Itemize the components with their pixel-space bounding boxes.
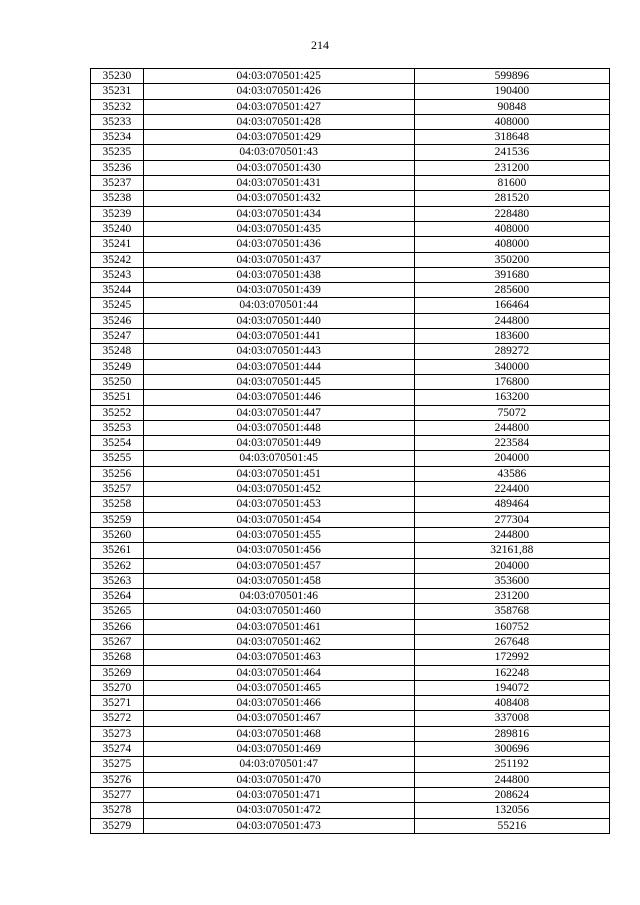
- table-row: [91, 130, 610, 145]
- value-cell: 163200: [414, 390, 609, 405]
- row-number-cell: 35260: [91, 527, 144, 542]
- value-cell: 244800: [414, 313, 609, 328]
- cadastral-number-cell: 04:03:070501:469: [143, 742, 414, 757]
- cadastral-number-cell: 04:03:070501:454: [143, 512, 414, 527]
- row-number-cell: 35243: [91, 267, 144, 282]
- value-cell: 289272: [414, 344, 609, 359]
- table-row: [91, 787, 610, 802]
- table-row: [91, 313, 610, 328]
- cadastral-number-cell: 04:03:070501:462: [143, 634, 414, 649]
- registry-table: [90, 68, 610, 834]
- cadastral-number-cell: 04:03:070501:439: [143, 283, 414, 298]
- row-number-cell: 35250: [91, 374, 144, 389]
- cadastral-number-cell: 04:03:070501:464: [143, 665, 414, 680]
- value-cell: 340000: [414, 359, 609, 374]
- row-number-cell: 35276: [91, 772, 144, 787]
- value-cell: 599896: [414, 69, 609, 84]
- table-row: [91, 99, 610, 114]
- row-number-cell: 35246: [91, 313, 144, 328]
- row-number-cell: 35244: [91, 283, 144, 298]
- row-number-cell: 35233: [91, 114, 144, 129]
- table-row: [91, 359, 610, 374]
- table-row: [91, 84, 610, 99]
- cadastral-number-cell: 04:03:070501:460: [143, 604, 414, 619]
- table-row: [91, 742, 610, 757]
- row-number-cell: 35257: [91, 482, 144, 497]
- cadastral-number-cell: 04:03:070501:441: [143, 329, 414, 344]
- row-number-cell: 35278: [91, 803, 144, 818]
- table-row: [91, 344, 610, 359]
- cadastral-number-cell: 04:03:070501:456: [143, 543, 414, 558]
- value-cell: 183600: [414, 329, 609, 344]
- cadastral-number-cell: 04:03:070501:455: [143, 527, 414, 542]
- value-cell: 251192: [414, 757, 609, 772]
- table-row: [91, 757, 610, 772]
- value-cell: 176800: [414, 374, 609, 389]
- row-number-cell: 35277: [91, 787, 144, 802]
- cadastral-number-cell: 04:03:070501:447: [143, 405, 414, 420]
- row-number-cell: 35251: [91, 390, 144, 405]
- value-cell: 408000: [414, 114, 609, 129]
- row-number-cell: 35267: [91, 634, 144, 649]
- value-cell: 489464: [414, 497, 609, 512]
- table-row: [91, 221, 610, 236]
- cadastral-number-cell: 04:03:070501:443: [143, 344, 414, 359]
- cadastral-number-cell: 04:03:070501:434: [143, 206, 414, 221]
- cadastral-number-cell: 04:03:070501:428: [143, 114, 414, 129]
- table-row: [91, 696, 610, 711]
- value-cell: 281520: [414, 191, 609, 206]
- cadastral-number-cell: 04:03:070501:44: [143, 298, 414, 313]
- row-number-cell: 35272: [91, 711, 144, 726]
- table-row: [91, 237, 610, 252]
- value-cell: 172992: [414, 650, 609, 665]
- table-row: [91, 329, 610, 344]
- table-row: [91, 650, 610, 665]
- table-row: [91, 283, 610, 298]
- row-number-cell: 35234: [91, 130, 144, 145]
- cadastral-number-cell: 04:03:070501:426: [143, 84, 414, 99]
- row-number-cell: 35248: [91, 344, 144, 359]
- value-cell: 358768: [414, 604, 609, 619]
- row-number-cell: 35230: [91, 69, 144, 84]
- cadastral-number-cell: 04:03:070501:427: [143, 99, 414, 114]
- cadastral-number-cell: 04:03:070501:461: [143, 619, 414, 634]
- value-cell: 267648: [414, 634, 609, 649]
- value-cell: 244800: [414, 772, 609, 787]
- value-cell: 408000: [414, 237, 609, 252]
- value-cell: 350200: [414, 252, 609, 267]
- table-row: [91, 69, 610, 84]
- value-cell: 190400: [414, 84, 609, 99]
- row-number-cell: 35254: [91, 436, 144, 451]
- table-row: [91, 634, 610, 649]
- table-row: [91, 206, 610, 221]
- value-cell: 289816: [414, 726, 609, 741]
- value-cell: 285600: [414, 283, 609, 298]
- page-number: 214: [311, 38, 329, 52]
- table-row: [91, 665, 610, 680]
- row-number-cell: 35236: [91, 160, 144, 175]
- value-cell: 228480: [414, 206, 609, 221]
- row-number-cell: 35245: [91, 298, 144, 313]
- row-number-cell: 35275: [91, 757, 144, 772]
- cadastral-number-cell: 04:03:070501:436: [143, 237, 414, 252]
- cadastral-number-cell: 04:03:070501:470: [143, 772, 414, 787]
- value-cell: 208624: [414, 787, 609, 802]
- value-cell: 318648: [414, 130, 609, 145]
- table-row: [91, 803, 610, 818]
- row-number-cell: 35253: [91, 420, 144, 435]
- value-cell: 204000: [414, 451, 609, 466]
- row-number-cell: 35242: [91, 252, 144, 267]
- table-row: [91, 436, 610, 451]
- value-cell: 353600: [414, 573, 609, 588]
- table-row: [91, 176, 610, 191]
- table-row: [91, 818, 610, 833]
- row-number-cell: 35274: [91, 742, 144, 757]
- value-cell: 194072: [414, 680, 609, 695]
- row-number-cell: 35279: [91, 818, 144, 833]
- table-row: [91, 114, 610, 129]
- table-row: [91, 619, 610, 634]
- table-row: [91, 466, 610, 481]
- cadastral-number-cell: 04:03:070501:43: [143, 145, 414, 160]
- table-row: [91, 497, 610, 512]
- value-cell: 166464: [414, 298, 609, 313]
- row-number-cell: 35264: [91, 589, 144, 604]
- row-number-cell: 35237: [91, 176, 144, 191]
- value-cell: 223584: [414, 436, 609, 451]
- cadastral-number-cell: 04:03:070501:448: [143, 420, 414, 435]
- cadastral-number-cell: 04:03:070501:452: [143, 482, 414, 497]
- cadastral-number-cell: 04:03:070501:435: [143, 221, 414, 236]
- row-number-cell: 35256: [91, 466, 144, 481]
- value-cell: 43586: [414, 466, 609, 481]
- row-number-cell: 35247: [91, 329, 144, 344]
- cadastral-number-cell: 04:03:070501:431: [143, 176, 414, 191]
- registry-table-body: [91, 69, 610, 834]
- value-cell: 337008: [414, 711, 609, 726]
- cadastral-number-cell: 04:03:070501:46: [143, 589, 414, 604]
- row-number-cell: 35258: [91, 497, 144, 512]
- table-row: [91, 160, 610, 175]
- value-cell: 55216: [414, 818, 609, 833]
- cadastral-number-cell: 04:03:070501:465: [143, 680, 414, 695]
- row-number-cell: 35268: [91, 650, 144, 665]
- table-row: [91, 772, 610, 787]
- value-cell: 277304: [414, 512, 609, 527]
- row-number-cell: 35262: [91, 558, 144, 573]
- row-number-cell: 35231: [91, 84, 144, 99]
- value-cell: 391680: [414, 267, 609, 282]
- table-row: [91, 711, 610, 726]
- cadastral-number-cell: 04:03:070501:430: [143, 160, 414, 175]
- row-number-cell: 35270: [91, 680, 144, 695]
- cadastral-number-cell: 04:03:070501:457: [143, 558, 414, 573]
- table-row: [91, 420, 610, 435]
- table-row: [91, 543, 610, 558]
- cadastral-number-cell: 04:03:070501:440: [143, 313, 414, 328]
- row-number-cell: 35266: [91, 619, 144, 634]
- cadastral-number-cell: 04:03:070501:468: [143, 726, 414, 741]
- cadastral-number-cell: 04:03:070501:473: [143, 818, 414, 833]
- row-number-cell: 35269: [91, 665, 144, 680]
- value-cell: 241536: [414, 145, 609, 160]
- row-number-cell: 35252: [91, 405, 144, 420]
- cadastral-number-cell: 04:03:070501:451: [143, 466, 414, 481]
- cadastral-number-cell: 04:03:070501:438: [143, 267, 414, 282]
- cadastral-number-cell: 04:03:070501:444: [143, 359, 414, 374]
- value-cell: 300696: [414, 742, 609, 757]
- table-row: [91, 573, 610, 588]
- value-cell: 224400: [414, 482, 609, 497]
- table-row: [91, 482, 610, 497]
- cadastral-number-cell: 04:03:070501:45: [143, 451, 414, 466]
- table-row: [91, 558, 610, 573]
- value-cell: 162248: [414, 665, 609, 680]
- table-row: [91, 267, 610, 282]
- table-row: [91, 374, 610, 389]
- row-number-cell: 35273: [91, 726, 144, 741]
- cadastral-number-cell: 04:03:070501:445: [143, 374, 414, 389]
- cadastral-number-cell: 04:03:070501:463: [143, 650, 414, 665]
- row-number-cell: 35259: [91, 512, 144, 527]
- cadastral-number-cell: 04:03:070501:458: [143, 573, 414, 588]
- table-row: [91, 390, 610, 405]
- row-number-cell: 35249: [91, 359, 144, 374]
- cadastral-number-cell: 04:03:070501:449: [143, 436, 414, 451]
- table-row: [91, 191, 610, 206]
- row-number-cell: 35235: [91, 145, 144, 160]
- table-row: [91, 451, 610, 466]
- cadastral-number-cell: 04:03:070501:466: [143, 696, 414, 711]
- table-row: [91, 604, 610, 619]
- cadastral-number-cell: 04:03:070501:437: [143, 252, 414, 267]
- cadastral-number-cell: 04:03:070501:471: [143, 787, 414, 802]
- cadastral-number-cell: 04:03:070501:467: [143, 711, 414, 726]
- cadastral-number-cell: 04:03:070501:446: [143, 390, 414, 405]
- cadastral-number-cell: 04:03:070501:472: [143, 803, 414, 818]
- value-cell: 231200: [414, 589, 609, 604]
- value-cell: 204000: [414, 558, 609, 573]
- table-row: [91, 405, 610, 420]
- row-number-cell: 35232: [91, 99, 144, 114]
- value-cell: 81600: [414, 176, 609, 191]
- row-number-cell: 35265: [91, 604, 144, 619]
- cadastral-number-cell: 04:03:070501:453: [143, 497, 414, 512]
- table-row: [91, 252, 610, 267]
- cadastral-number-cell: 04:03:070501:47: [143, 757, 414, 772]
- value-cell: 90848: [414, 99, 609, 114]
- value-cell: 75072: [414, 405, 609, 420]
- row-number-cell: 35239: [91, 206, 144, 221]
- value-cell: 244800: [414, 527, 609, 542]
- row-number-cell: 35238: [91, 191, 144, 206]
- row-number-cell: 35240: [91, 221, 144, 236]
- table-row: [91, 527, 610, 542]
- row-number-cell: 35263: [91, 573, 144, 588]
- value-cell: 132056: [414, 803, 609, 818]
- table-row: [91, 145, 610, 160]
- value-cell: 408408: [414, 696, 609, 711]
- row-number-cell: 35255: [91, 451, 144, 466]
- value-cell: 231200: [414, 160, 609, 175]
- row-number-cell: 35241: [91, 237, 144, 252]
- table-row: [91, 589, 610, 604]
- row-number-cell: 35261: [91, 543, 144, 558]
- table-row: [91, 726, 610, 741]
- cadastral-number-cell: 04:03:070501:429: [143, 130, 414, 145]
- value-cell: 32161,88: [414, 543, 609, 558]
- value-cell: 408000: [414, 221, 609, 236]
- cadastral-number-cell: 04:03:070501:425: [143, 69, 414, 84]
- table-row: [91, 512, 610, 527]
- value-cell: 244800: [414, 420, 609, 435]
- value-cell: 160752: [414, 619, 609, 634]
- table-row: [91, 298, 610, 313]
- row-number-cell: 35271: [91, 696, 144, 711]
- table-row: [91, 680, 610, 695]
- cadastral-number-cell: 04:03:070501:432: [143, 191, 414, 206]
